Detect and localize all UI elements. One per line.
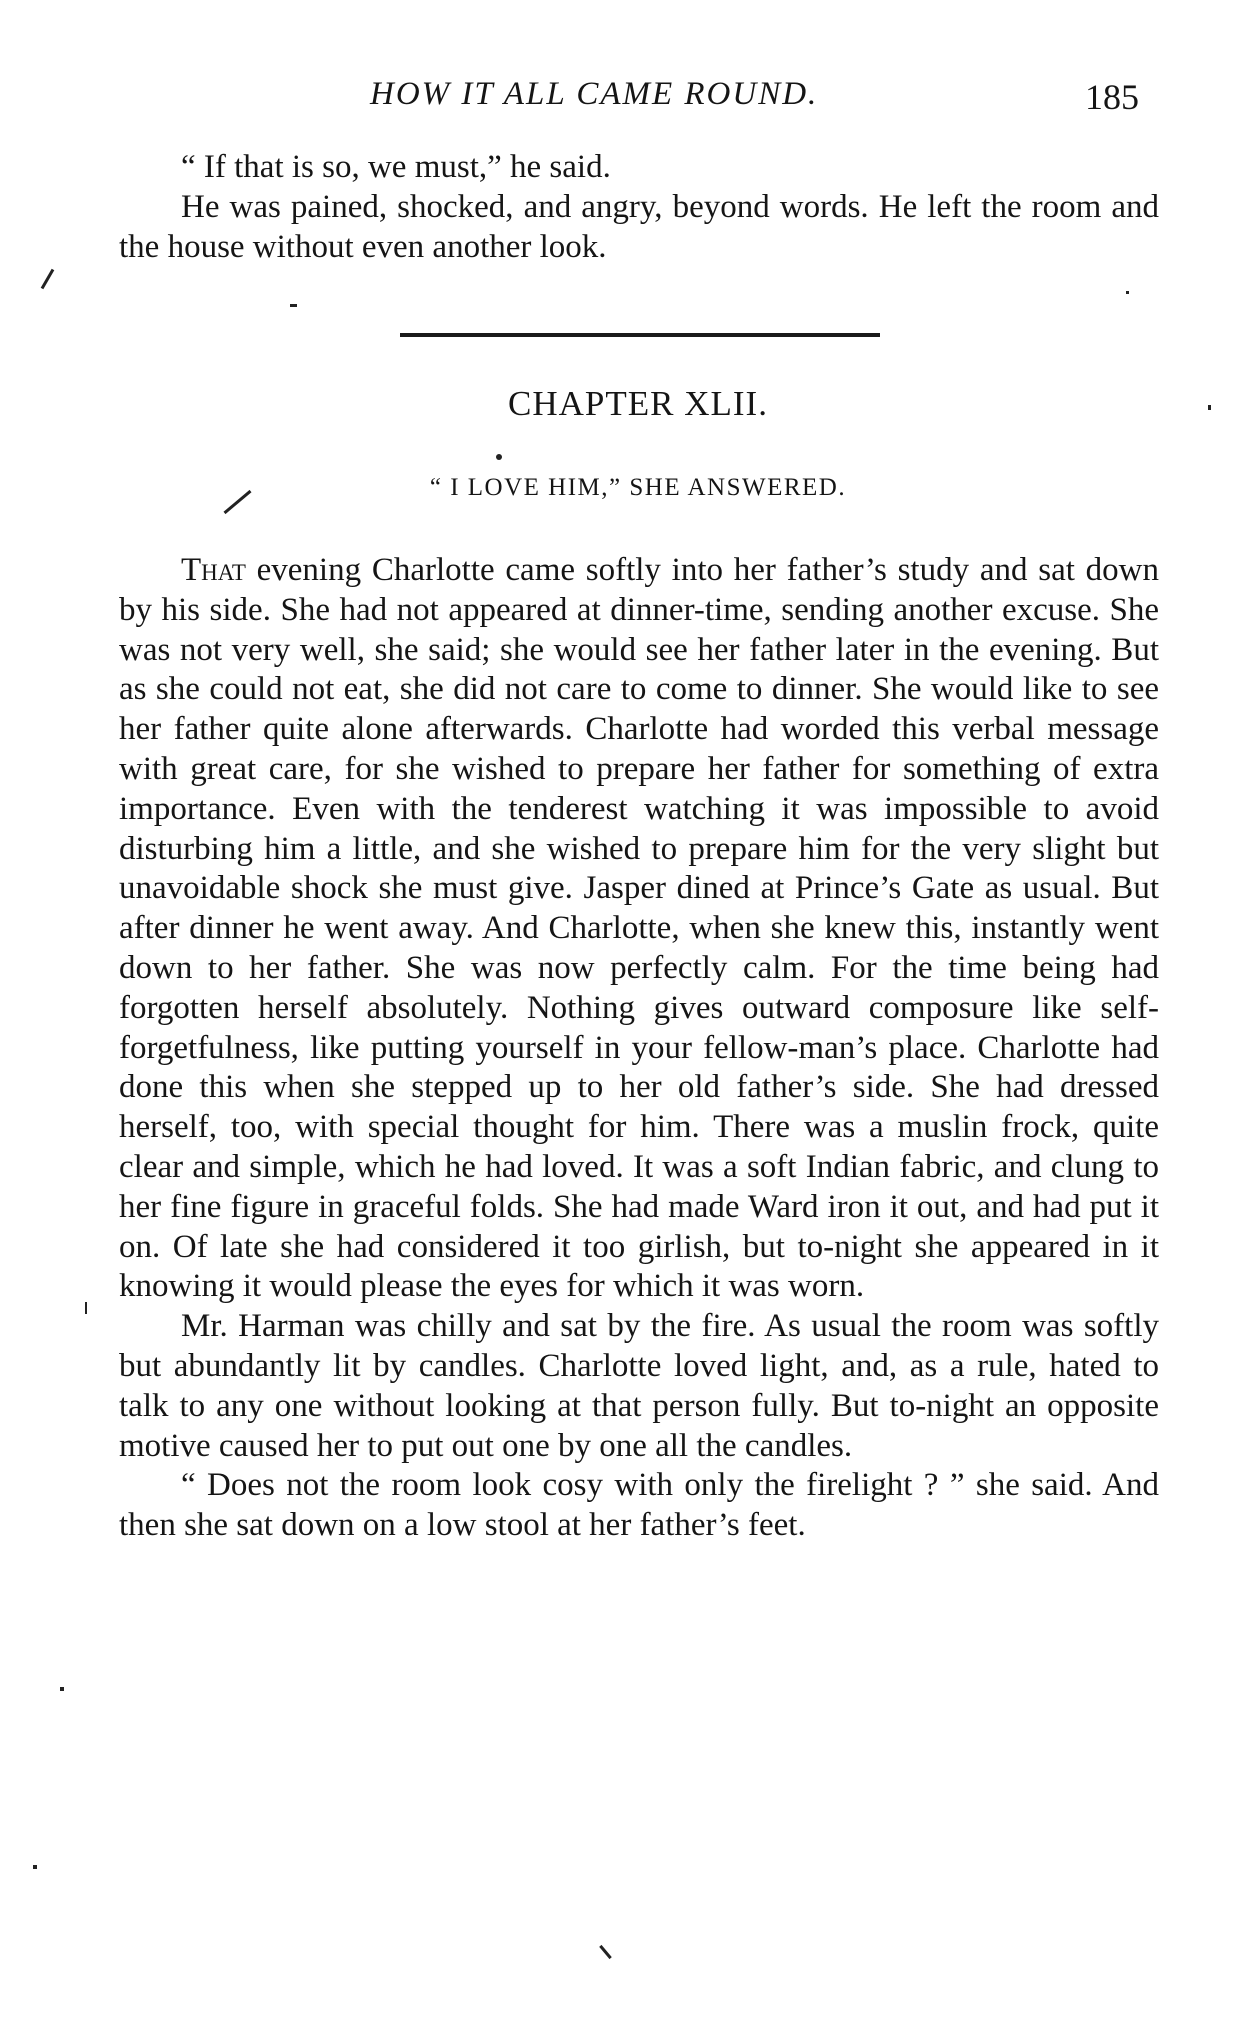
stray-mark — [290, 304, 297, 307]
stray-mark — [85, 1302, 87, 1314]
stray-mark — [599, 1945, 612, 1959]
paragraph: He was pained, shocked, and angry, beyond words. He left the room and the house without even another look. — [119, 188, 1159, 265]
running-head: HOW IT ALL CAME ROUND. — [370, 76, 819, 112]
stray-mark — [41, 269, 55, 290]
section-divider — [400, 333, 880, 337]
page-number: 185 — [1085, 77, 1139, 117]
stray-mark — [1208, 405, 1211, 410]
chapter-title: CHAPTER XLII. — [508, 384, 768, 423]
lead-word: That — [181, 552, 246, 588]
stray-mark — [60, 1687, 64, 1691]
paragraph: “ Does not the room look cosy with only the firelight ? ” she said. And then she sat down on a low stool at her father’s feet. — [119, 1467, 1159, 1544]
stray-mark — [33, 1865, 37, 1869]
top-text-block — [119, 148, 1159, 267]
paragraph: “ If that is so, we must,” he said. — [181, 149, 611, 185]
stray-mark — [496, 454, 502, 460]
paragraph: Mr. Harman was chilly and sat by the fire. As usual the room was softly but abundantly lit by candles. Charlotte loved light, and, as a rule, hated to talk to any one without looking at that person fully. But to-night an opposite motive caused her to put out one by one all the candles. — [119, 1308, 1159, 1464]
paragraph — [119, 551, 1159, 1307]
paragraph-text: evening Charlotte came softly into her father’s study and sat down by his side. She had not appeared at dinner-time, sending another excuse. She was not very well, she said; she would see her father later in the evening. But as she could not eat, she did not care to come to dinner. She would like to see her father quite alone afterwards. Charlotte had worded this verbal message with great care, for she wished to prepare her father for something of extra importance. Even with the tenderest watching it was impossible to avoid disturbing him a little, and she wished to prepare him for the very slight but unavoidable shock she must give. Jasper dined at Prince’s Gate as usual. But after dinner he went away. And Charlotte, when she knew this, instantly went down to her father. She was now perfectly calm. For the time being had forgotten herself absolutely. Nothing gives outward composure like self-forgetfulness, like putting yourself in your fellow-man’s place. Charlotte had done this when she stepped up to her old father’s side. She had dressed herself, too, with special thought for him. There was a muslin frock, quite clear and simple, which he had loved. It was a soft Indian fabric, and clung to her fine figure in graceful folds. She had made Ward iron it out, and had put it on. Of late she had considered it too girlish, but to-night she appeared in it knowing it would please the eyes for which it was worn. — [119, 552, 1159, 1305]
chapter-subtitle: “ I LOVE HIM,” SHE ANSWERED. — [429, 474, 847, 501]
chapter-body — [119, 551, 1159, 1546]
stray-mark — [1126, 291, 1129, 294]
